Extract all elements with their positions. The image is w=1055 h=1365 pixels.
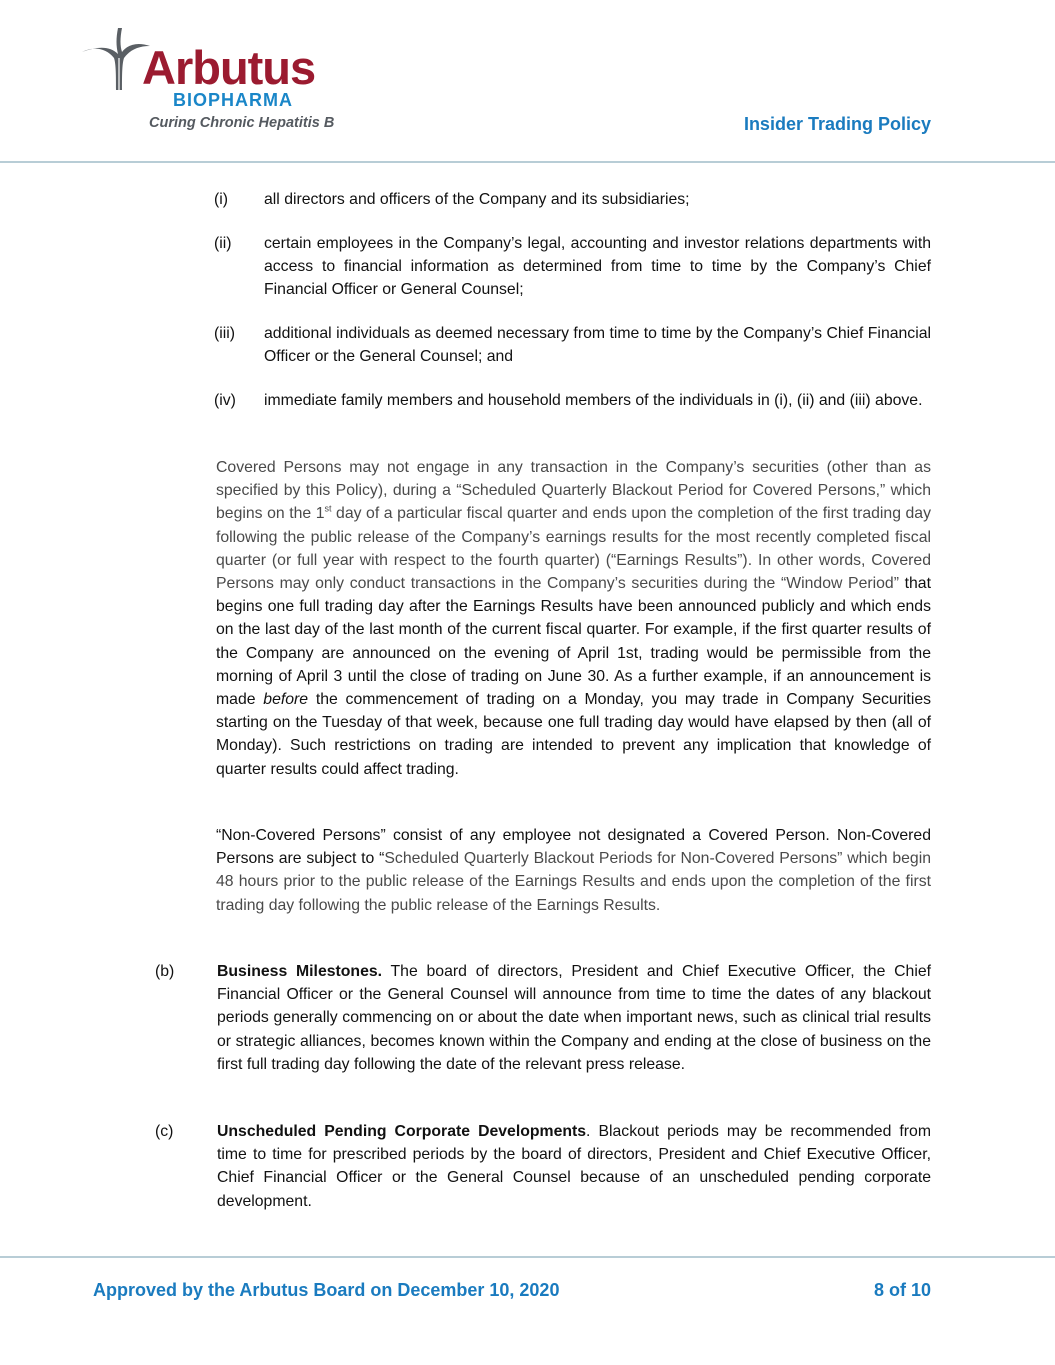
tree-icon bbox=[80, 24, 150, 94]
logo-tagline: Curing Chronic Hepatitis B bbox=[149, 115, 335, 131]
emphasis-text: before bbox=[263, 691, 309, 709]
paragraph-text: Scheduled Quarterly Blackout Periods for Non-Covered Persons” which begin 48 hours prior to the public release of the Earnings Results and ends upon the completion of the first trading day following the public release of the Earnings Results. bbox=[216, 850, 932, 914]
approval-note: Approved by the Arbutus Board on December 10, 2020 bbox=[93, 1280, 560, 1300]
arbutus-logo bbox=[80, 24, 340, 139]
list-item-text: additional individuals as deemed necessary from time to time by the Company’s Chief Financial Officer or the General Counsel; and bbox=[264, 325, 931, 366]
page-number: 8 of 10 bbox=[873, 1280, 931, 1300]
list-item bbox=[214, 322, 931, 368]
section-heading: Unscheduled Pending Corporate Developments bbox=[217, 1123, 587, 1140]
list-item bbox=[214, 232, 931, 302]
page-header bbox=[0, 0, 1055, 162]
non-covered-persons-paragraph bbox=[216, 824, 931, 917]
section-b bbox=[155, 960, 932, 1076]
section-number: (b) bbox=[155, 963, 175, 980]
covered-persons-paragraph bbox=[216, 456, 931, 781]
section-heading: Business Milestones. bbox=[217, 963, 383, 980]
list-item bbox=[214, 188, 931, 211]
list-item-number: (iv) bbox=[214, 392, 236, 409]
section-number: (c) bbox=[155, 1123, 174, 1140]
list-item bbox=[214, 389, 931, 412]
list-item-number: (ii) bbox=[214, 235, 232, 252]
logo-subtitle: BIOPHARMA bbox=[173, 90, 293, 110]
paragraph-text: that begins one full trading day after the Earnings Results have been announced publicly and which ends on the last day of the last month of the current fiscal quarter. For example, if the first quarter results of the Company are announced on the evening of April 1st, trading would be permissible from the morning of April 3 until the close of trading on June 30. As a further example, if an announcement is made bbox=[216, 575, 931, 709]
ordinal-suffix: st bbox=[324, 504, 332, 515]
document-title: Insider Trading Policy bbox=[743, 114, 931, 134]
list-item-text: all directors and officers of the Company and its subsidiaries; bbox=[264, 191, 690, 208]
logo-wordmark: Arbutus bbox=[142, 41, 316, 94]
paragraph-text: Covered Persons may not engage in any transaction in the Company’s securities (other than as specified by this Policy), during a “Scheduled Quarterly Blackout Period for Covered Persons,” which begins on the 1 bbox=[216, 459, 931, 523]
list-item-text: immediate family members and household members of the individuals in (i), (ii) and (iii) above. bbox=[264, 392, 923, 409]
header-divider bbox=[0, 161, 1055, 163]
paragraph-text: “Non-Covered Persons” consist of any employee not designated a Covered Person. Non-Covered Persons are subject to “ bbox=[216, 827, 931, 868]
paragraph-text: the commencement of trading on a Monday, you may trade in Company Securities starting on the Tuesday of that week, because one full trading day would have elapsed by then (all of Monday). Such restrictions on trading are intended to prevent any implication that knowledge of quarter results could affect trading. bbox=[216, 691, 932, 778]
section-c bbox=[155, 1120, 931, 1213]
section-text: . Blackout periods may be recommended from time to time for prescribed periods by the board of directors, President and Chief Executive Officer, Chief Financial Officer or the General Counsel because of an unscheduled pending corporate development. bbox=[217, 1123, 931, 1210]
list-item-number: (i) bbox=[214, 191, 229, 208]
list-item-text: certain employees in the Company’s legal, accounting and investor relations departments with access to financial information as determined from time to time by the Company’s Chief Financial Officer or General Counsel; bbox=[264, 235, 931, 299]
list-item-number: (iii) bbox=[214, 325, 236, 342]
paragraph-text: day of a particular fiscal quarter and ends upon the completion of the first trading day following the public release of the Company’s earnings results for the most recently completed fiscal quarter (or full year with respect to the fourth quarter) (“Earnings Results”). In other words, Covered Persons may only conduct transactions in the Company’s securities during the “Window Period” bbox=[216, 505, 931, 593]
section-text: The board of directors, President and Chief Executive Officer, the Chief Financial Officer or the General Counsel will announce from time to time the dates of any blackout periods generally commencing on or about the date when important news, such as clinical trial results or strategic alliances, becomes known within the Company and ending at the close of business on the first full trading day following the date of the relevant press release. bbox=[217, 963, 932, 1073]
footer-divider bbox=[0, 1256, 1055, 1258]
